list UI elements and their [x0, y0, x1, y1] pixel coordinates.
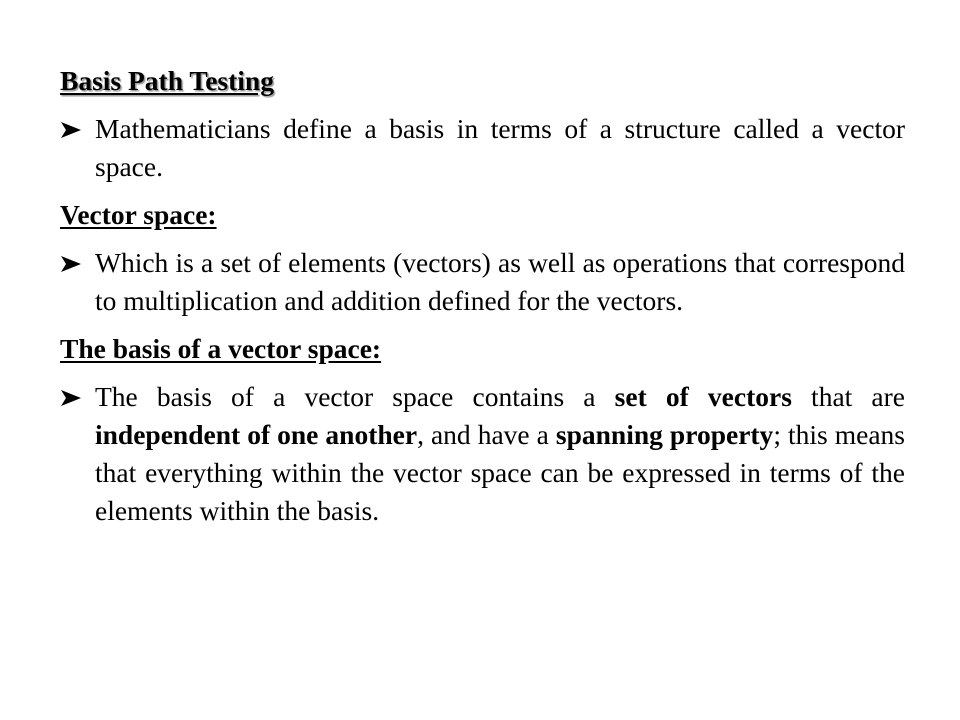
- arrowhead-bullet-icon: [60, 256, 82, 272]
- bullet-text: Mathematicians define a basis in terms of a structure called a vector space.: [95, 113, 905, 182]
- bold-term-independent: independent of one another: [95, 419, 418, 450]
- arrowhead-bullet-icon: [60, 122, 82, 138]
- bullet-text-part: that are: [791, 381, 906, 412]
- section-heading-basis: The basis of a vector space:: [60, 333, 382, 364]
- bullet-text-part: ; this means that everything within the vector space can be expressed in terms of the elements within the basis.: [95, 419, 905, 526]
- bullet-item-basis-vector-space: [60, 378, 905, 530]
- arrowhead-bullet-icon: [60, 390, 82, 406]
- section-heading-vector-space: Vector space:: [60, 199, 217, 230]
- bullet-text-part: , and have a: [417, 419, 556, 450]
- bullet-text: Which is a set of elements (vectors) as well as operations that correspond to multiplication and addition defined for the vectors.: [95, 247, 905, 316]
- slide-content: [60, 62, 905, 540]
- bullet-item-vector-space: [60, 244, 905, 320]
- bullet-text-part: The basis of a vector space contains a: [95, 381, 615, 412]
- bold-term-spanning-property: spanning property: [555, 419, 774, 450]
- bold-term-set-of-vectors: set of vectors: [614, 381, 792, 412]
- slide-title: Basis Path Testing: [60, 65, 274, 96]
- bullet-item-basis-definition: [60, 110, 905, 186]
